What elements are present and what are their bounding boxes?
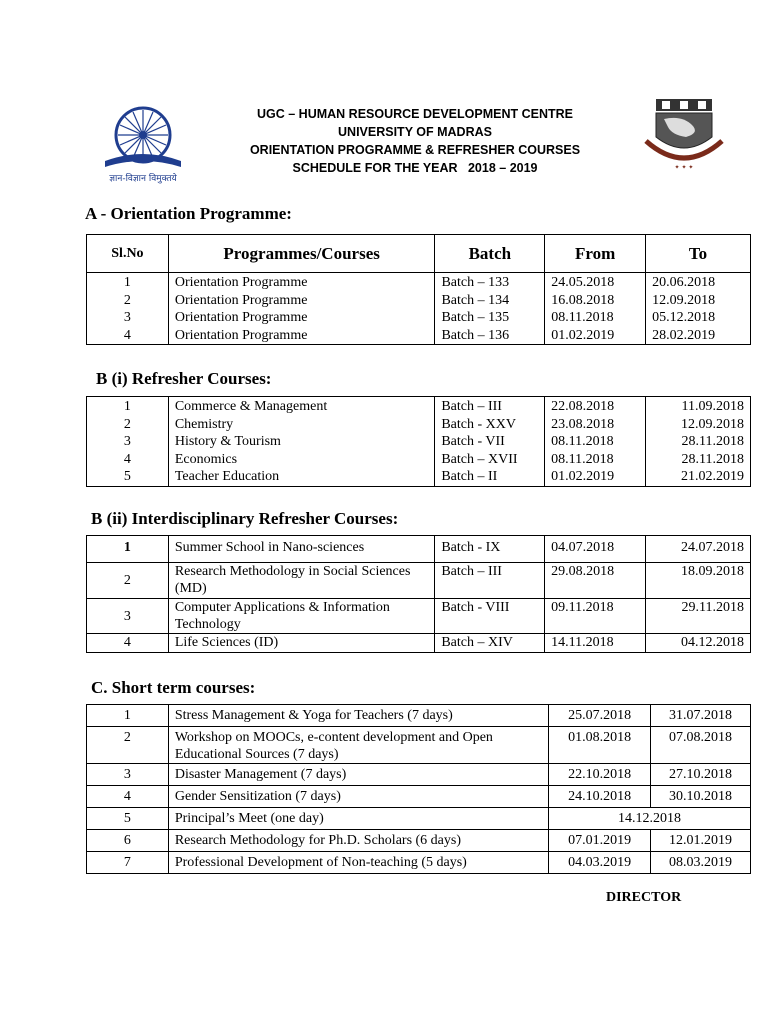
to-cell: 04.12.2018 (646, 634, 751, 653)
to-cell: 30.10.2018 (651, 786, 751, 808)
course-cell: Disaster Management (7 days) (168, 764, 548, 786)
table-row (87, 397, 751, 416)
section-b2-table (86, 535, 751, 653)
date-cell: 14.12.2018 (549, 808, 751, 830)
director-signature: DIRECTOR (606, 890, 682, 905)
sl-cell: 3 (87, 433, 169, 451)
course-cell: Research Methodology in Social Sciences (MD) (168, 563, 435, 599)
sl-cell: 2 (87, 416, 169, 434)
batch-cell: Batch – 133 (435, 273, 545, 292)
table-row (87, 292, 751, 310)
to-cell: 05.12.2018 (646, 309, 751, 327)
svg-text:✦ ✦ ✦: ✦ ✦ ✦ (674, 164, 694, 171)
to-cell: 31.07.2018 (651, 705, 751, 727)
batch-cell: Batch – 135 (435, 309, 545, 327)
from-cell: 01.02.2019 (545, 468, 646, 486)
table-row (87, 808, 751, 830)
col-header-slno: Sl.No (87, 235, 169, 273)
from-cell: 09.11.2018 (545, 599, 646, 634)
table-row (87, 852, 751, 874)
col-header-to: To (646, 235, 751, 273)
course-cell: Orientation Programme (168, 273, 435, 292)
course-cell: Life Sciences (ID) (168, 634, 435, 653)
to-cell: 28.11.2018 (646, 451, 751, 469)
course-cell: Chemistry (168, 416, 434, 434)
header-line-1: UGC – HUMAN RESOURCE DEVELOPMENT CENTRE (257, 107, 573, 121)
table-row (87, 451, 751, 469)
from-cell: 08.11.2018 (545, 451, 646, 469)
course-cell: Stress Management & Yoga for Teachers (7 days) (168, 705, 548, 727)
from-cell: 25.07.2018 (549, 705, 651, 727)
batch-cell: Batch - VII (435, 433, 545, 451)
sl-cell: 2 (87, 292, 169, 310)
batch-cell: Batch – II (435, 468, 545, 486)
from-cell: 04.07.2018 (545, 536, 646, 563)
sl-cell: 4 (87, 451, 169, 469)
to-cell: 08.03.2019 (651, 852, 751, 874)
section-b2-title: B (ii) Interdisciplinary Refresher Courses: (91, 509, 399, 528)
from-cell: 04.03.2019 (549, 852, 651, 874)
sl-cell: 4 (87, 634, 169, 653)
batch-cell: Batch – III (435, 563, 545, 599)
from-cell: 24.05.2018 (545, 273, 646, 292)
course-cell: Gender Sensitization (7 days) (168, 786, 548, 808)
table-row (87, 705, 751, 727)
table-row (87, 764, 751, 786)
header-line-4: SCHEDULE FOR THE YEAR 2018 – 2019 (292, 161, 538, 175)
from-cell: 16.08.2018 (545, 292, 646, 310)
sl-cell: 5 (87, 468, 169, 486)
batch-cell: Batch – XIV (435, 634, 545, 653)
course-cell: Orientation Programme (168, 327, 435, 345)
to-cell: 24.07.2018 (646, 536, 751, 563)
section-a-table (86, 234, 751, 345)
batch-cell: Batch – XVII (435, 451, 545, 469)
to-cell: 12.01.2019 (651, 830, 751, 852)
section-c-title: C. Short term courses: (91, 678, 256, 697)
course-cell: Commerce & Management (168, 397, 434, 416)
course-cell: Teacher Education (168, 468, 434, 486)
batch-cell: Batch – 136 (435, 327, 545, 345)
course-cell: Summer School in Nano-sciences (168, 536, 435, 563)
course-cell: Professional Development of Non-teaching (5 days) (168, 852, 548, 874)
table-row (87, 327, 751, 345)
sl-cell: 2 (87, 727, 169, 764)
sl-cell: 3 (87, 599, 169, 634)
course-cell: Economics (168, 451, 434, 469)
col-header-from: From (545, 235, 646, 273)
batch-cell: Batch - XXV (435, 416, 545, 434)
course-cell: Research Methodology for Ph.D. Scholars (6 days) (168, 830, 548, 852)
to-cell: 21.02.2019 (646, 468, 751, 486)
table-row (87, 416, 751, 434)
table-row (87, 468, 751, 486)
batch-cell: Batch - VIII (435, 599, 545, 634)
from-cell: 14.11.2018 (545, 634, 646, 653)
sl-cell: 1 (87, 397, 169, 416)
table-row (87, 563, 751, 599)
to-cell: 20.06.2018 (646, 273, 751, 292)
university-crest-logo (642, 97, 726, 173)
sl-cell: 1 (87, 705, 169, 727)
batch-cell: Batch – III (435, 397, 545, 416)
from-cell: 22.08.2018 (545, 397, 646, 416)
from-cell: 22.10.2018 (549, 764, 651, 786)
from-cell: 01.08.2018 (549, 727, 651, 764)
sl-cell: 4 (87, 327, 169, 345)
table-row (87, 830, 751, 852)
sl-cell: 3 (87, 309, 169, 327)
to-cell: 28.11.2018 (646, 433, 751, 451)
header-line-2: UNIVERSITY OF MADRAS (338, 125, 492, 139)
table-row (87, 786, 751, 808)
section-a-title: A - Orientation Programme: (85, 204, 292, 223)
col-header-courses: Programmes/Courses (168, 235, 435, 273)
svg-text:ज्ञान-विज्ञान विमुक्तये: ज्ञान-विज्ञान विमुक्तये (109, 174, 177, 184)
section-c-table (86, 704, 751, 874)
to-cell: 12.09.2018 (646, 292, 751, 310)
table-header-row (87, 235, 751, 273)
to-cell: 27.10.2018 (651, 764, 751, 786)
table-row (87, 273, 751, 292)
batch-cell: Batch – 134 (435, 292, 545, 310)
sl-cell: 5 (87, 808, 169, 830)
course-cell: Orientation Programme (168, 292, 435, 310)
from-cell: 01.02.2019 (545, 327, 646, 345)
from-cell: 08.11.2018 (545, 433, 646, 451)
from-cell: 08.11.2018 (545, 309, 646, 327)
sl-cell: 1 (87, 273, 169, 292)
course-cell: History & Tourism (168, 433, 434, 451)
table-row (87, 536, 751, 563)
sl-cell: 6 (87, 830, 169, 852)
header-line-3: ORIENTATION PROGRAMME & REFRESHER COURSES (249, 143, 581, 157)
sl-cell: 3 (87, 764, 169, 786)
batch-cell: Batch - IX (435, 536, 545, 563)
from-cell: 29.08.2018 (545, 563, 646, 599)
to-cell: 29.11.2018 (646, 599, 751, 634)
sl-cell: 4 (87, 786, 169, 808)
section-b1-title: B (i) Refresher Courses: (96, 369, 272, 388)
sl-cell: 1 (87, 536, 169, 563)
to-cell: 28.02.2019 (646, 327, 751, 345)
section-b1-table (86, 396, 751, 487)
course-cell: Orientation Programme (168, 309, 435, 327)
from-cell: 23.08.2018 (545, 416, 646, 434)
col-header-batch: Batch (435, 235, 545, 273)
table-row (87, 433, 751, 451)
course-cell: Workshop on MOOCs, e-content development and Open Educational Sources (7 days) (168, 727, 548, 764)
table-row (87, 599, 751, 634)
sl-cell: 2 (87, 563, 169, 599)
course-cell: Computer Applications & Information Technology (168, 599, 435, 634)
table-row (87, 309, 751, 327)
to-cell: 07.08.2018 (651, 727, 751, 764)
to-cell: 18.09.2018 (646, 563, 751, 599)
from-cell: 07.01.2019 (549, 830, 651, 852)
sl-cell: 7 (87, 852, 169, 874)
to-cell: 11.09.2018 (646, 397, 751, 416)
table-row (87, 727, 751, 764)
table-row (87, 634, 751, 653)
from-cell: 24.10.2018 (549, 786, 651, 808)
course-cell: Principal’s Meet (one day) (168, 808, 548, 830)
to-cell: 12.09.2018 (646, 416, 751, 434)
